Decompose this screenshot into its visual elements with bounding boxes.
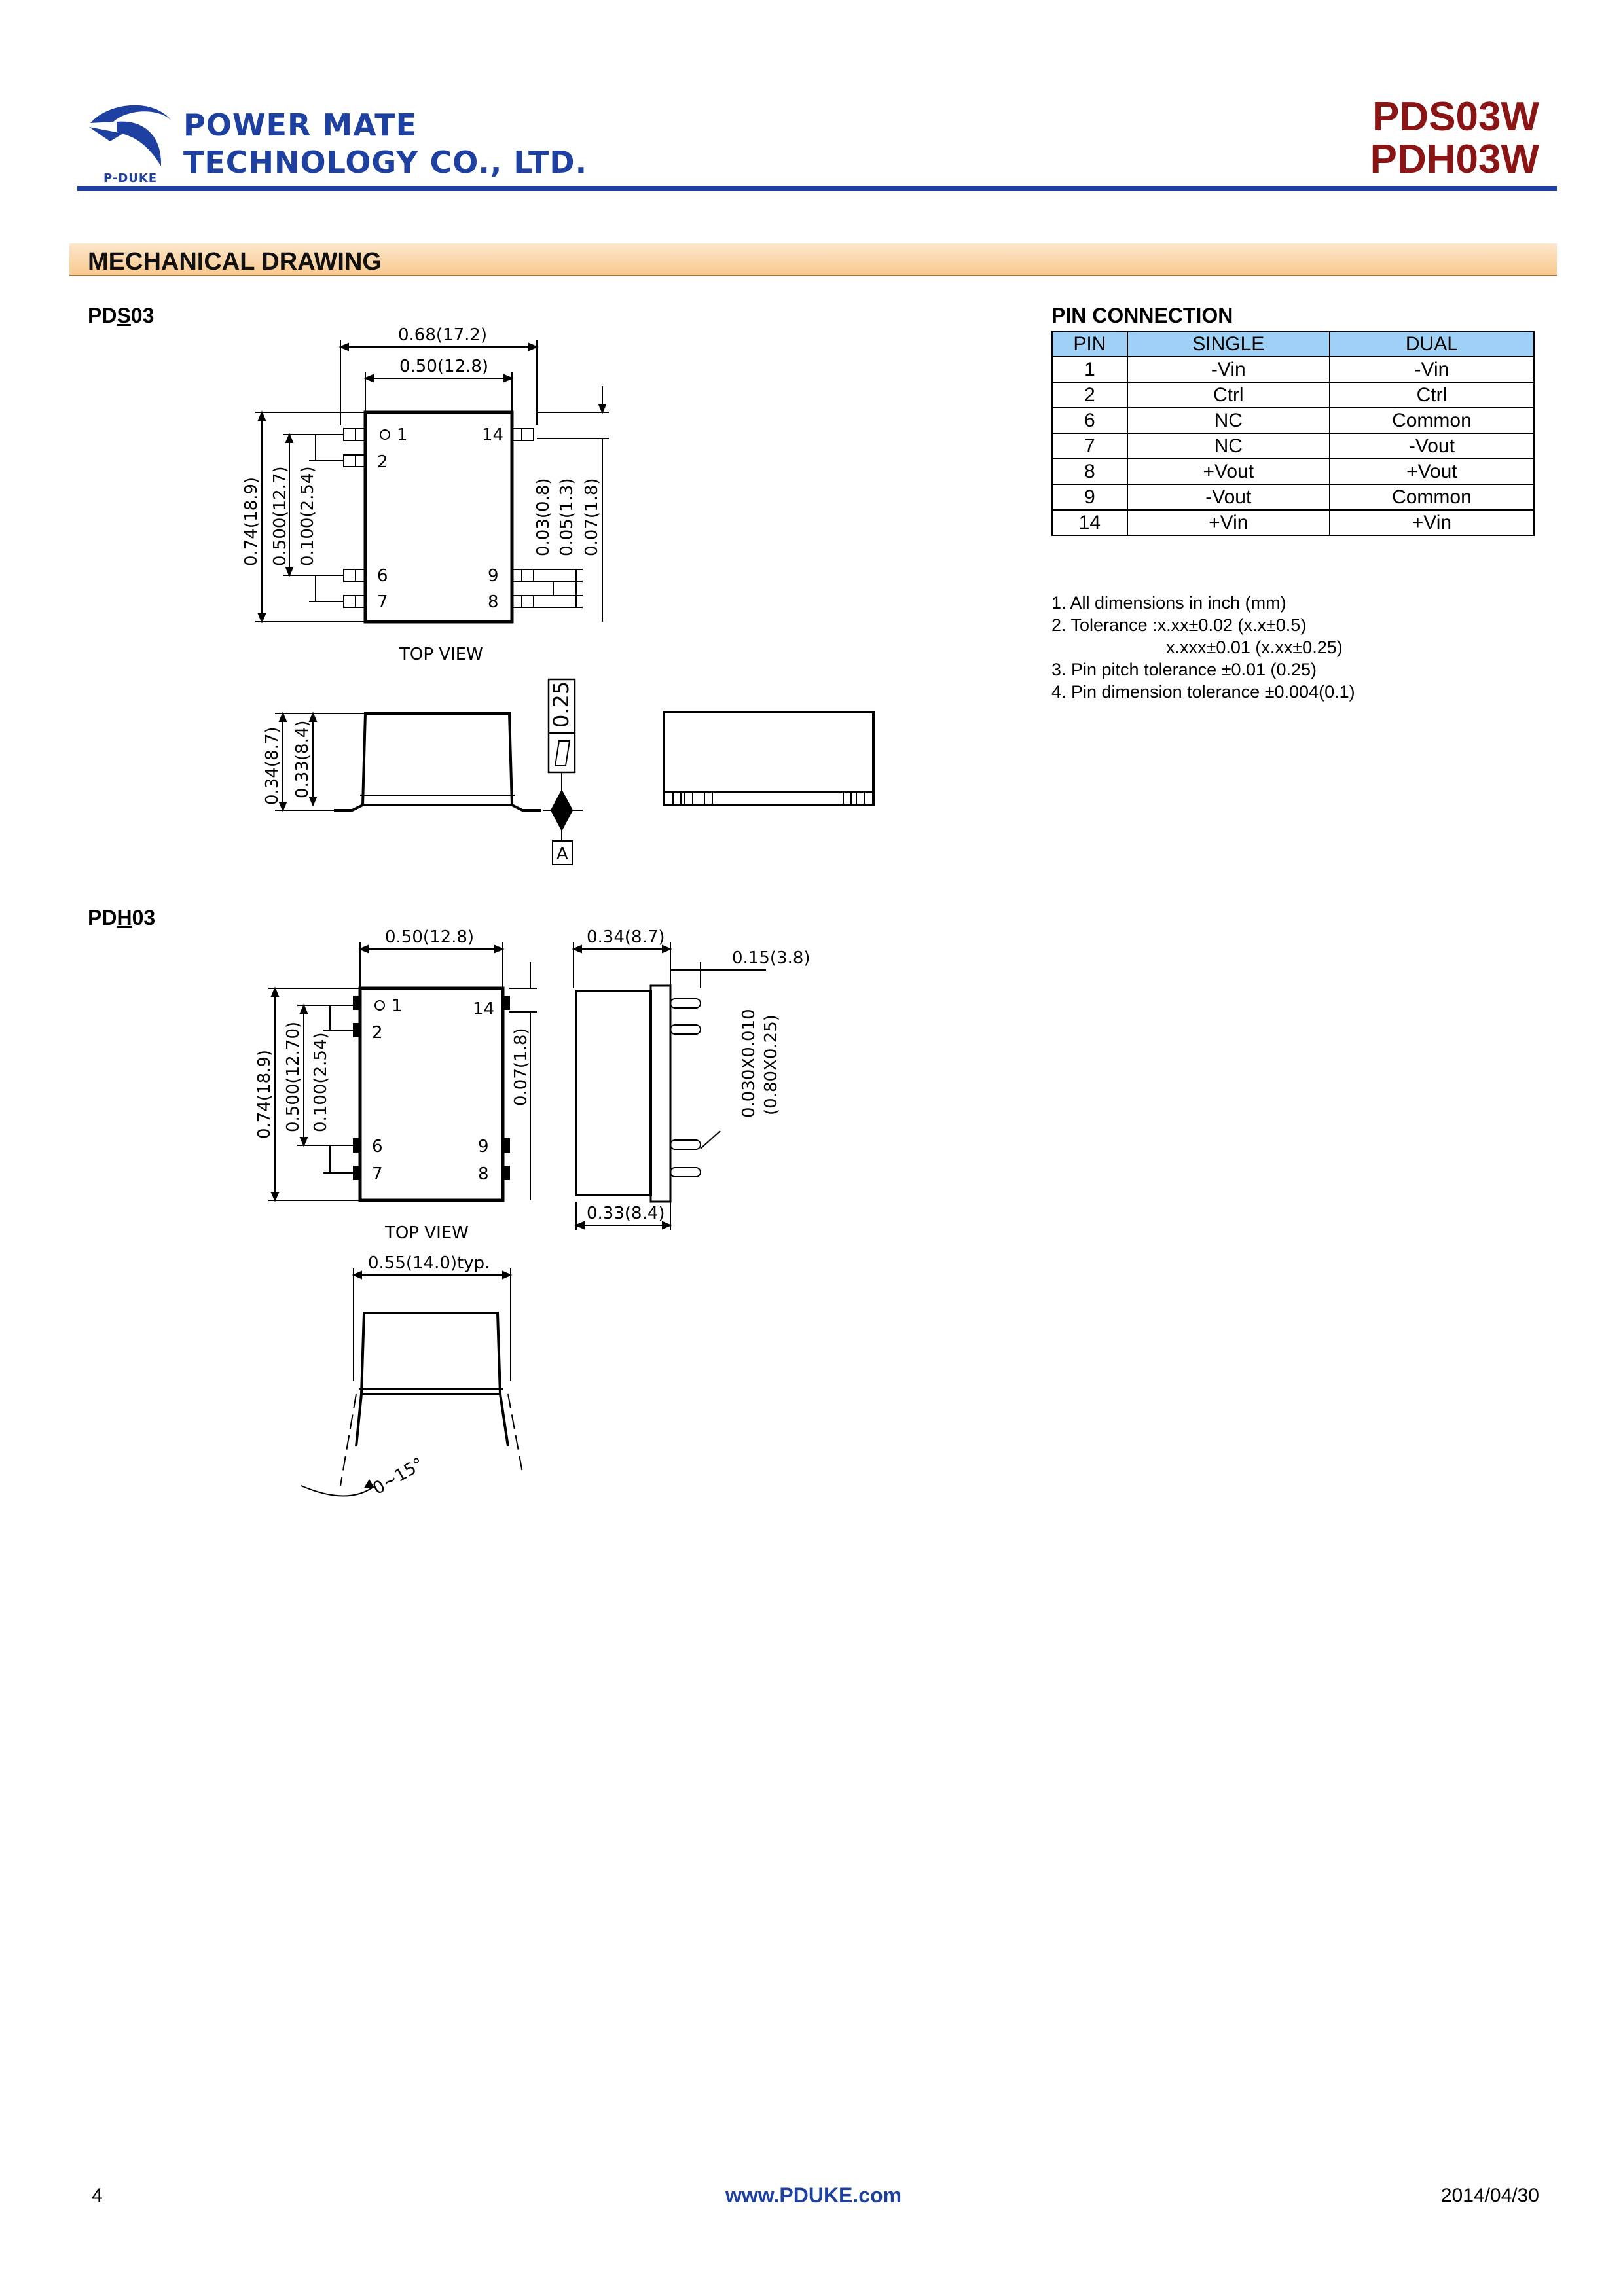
pin-table-header-single: SINGLE	[1127, 331, 1330, 357]
dual-cell: Common	[1330, 484, 1534, 510]
company-name-line2: TECHNOLOGY CO., LTD.	[183, 145, 588, 180]
pdh-pin-size-2: (0.80X0.25)	[761, 1014, 781, 1115]
notes-list	[1051, 592, 1355, 703]
pds-dim-height: 0.74(18.9)	[242, 476, 261, 566]
pds-dim-pitch-500: 0.500(12.7)	[270, 466, 290, 566]
single-cell: +Vin	[1127, 510, 1330, 535]
pdh-dim-side-033: 0.33(8.4)	[587, 1204, 665, 1223]
pds-pin-label-9: 9	[488, 566, 499, 586]
pds-dim-pitch-100: 0.100(2.54)	[298, 466, 318, 566]
single-cell: NC	[1127, 433, 1330, 459]
table-row	[1052, 408, 1534, 433]
note-item: 4. Pin dimension tolerance ±0.004(0.1)	[1051, 682, 1355, 702]
pdh-dim-side-034: 0.34(8.7)	[587, 927, 665, 947]
pds-dim-side-033: 0.33(8.4)	[293, 720, 312, 798]
pdh-dim-pitch-500: 0.500(12.70)	[283, 1021, 303, 1132]
dual-cell: -Vin	[1330, 357, 1534, 382]
pds-dim-side-034: 0.34(8.7)	[263, 726, 282, 805]
pin-cell: 7	[1052, 433, 1127, 459]
website-link[interactable]: www.PDUKE.com	[725, 2183, 902, 2207]
table-row	[1052, 459, 1534, 484]
pdh-pin-label-14: 14	[473, 999, 495, 1019]
dual-cell: Common	[1330, 408, 1534, 433]
pdh-label-prefix: PD	[88, 906, 117, 929]
pdh-top-view-label: TOP VIEW	[385, 1223, 469, 1243]
pdh-dim-007: 0.07(1.8)	[511, 1028, 531, 1106]
pdh-angle-label: 0~15°	[369, 1454, 428, 1499]
company-logo-icon	[84, 96, 182, 181]
pin-cell: 8	[1052, 459, 1127, 484]
pds-pin-label-7: 7	[377, 592, 388, 612]
pds-dim-007: 0.07(1.8)	[582, 478, 602, 556]
model-number-pds: PDS03W	[1372, 94, 1539, 139]
pdh-dim-pin-015: 0.15(3.8)	[732, 948, 811, 968]
pdh-dim-height: 0.74(18.9)	[255, 1049, 274, 1139]
pdh-label-suffix: 03	[132, 906, 156, 929]
pin-connection-title: PIN CONNECTION	[1051, 304, 1233, 327]
pin-cell: 6	[1052, 408, 1127, 433]
pds-dim-width-outer: 0.68(17.2)	[398, 325, 488, 345]
dual-cell: +Vout	[1330, 459, 1534, 484]
pds-dim-width-inner: 0.50(12.8)	[399, 357, 489, 376]
pin-table-header-row	[1052, 331, 1534, 357]
pds-side-body	[363, 713, 512, 805]
pdh-dim-width-typ: 0.55(14.0)typ.	[368, 1253, 490, 1273]
pdh-dim-width: 0.50(12.8)	[385, 927, 475, 947]
pds-label-suffix: 03	[130, 304, 155, 327]
pds03-drawing	[236, 321, 897, 884]
page-number: 4	[92, 2185, 103, 2206]
pin-table-header-pin: PIN	[1052, 331, 1127, 357]
table-row	[1052, 484, 1534, 510]
pin-cell: 1	[1052, 357, 1127, 382]
pds-pin-label-6: 6	[377, 566, 388, 586]
pdh-pin-label-9: 9	[478, 1137, 489, 1157]
pdh03-drawing	[249, 923, 838, 1525]
pdh-dim-pitch-100: 0.100(2.54)	[311, 1032, 331, 1132]
pdh03-label	[88, 906, 155, 930]
table-row	[1052, 433, 1534, 459]
pdh-pin-label-1: 1	[392, 996, 403, 1016]
note-item: 3. Pin pitch tolerance ±0.01 (0.25)	[1051, 660, 1317, 679]
section-title: MECHANICAL DRAWING	[88, 248, 382, 276]
pds-pin-label-8: 8	[488, 592, 499, 612]
pds-end-body	[664, 712, 873, 805]
note-item: 2. Tolerance :x.xx±0.02 (x.x±0.5)	[1051, 615, 1307, 635]
single-cell: NC	[1127, 408, 1330, 433]
single-cell: -Vout	[1127, 484, 1330, 510]
pds-label-mark: S	[117, 304, 131, 327]
pin-connection-table	[1051, 331, 1535, 536]
company-name-line1: POWER MATE	[183, 107, 418, 143]
single-cell: +Vout	[1127, 459, 1330, 484]
pdh-pin-label-6: 6	[372, 1137, 383, 1157]
pds-dim-005: 0.05(1.3)	[557, 478, 577, 556]
footer-date: 2014/04/30	[1440, 2185, 1539, 2206]
dual-cell: -Vout	[1330, 433, 1534, 459]
pdh-pin-size-1: 0.030X0.010	[739, 1009, 759, 1118]
pds-flatness-value: 0.25	[549, 681, 574, 728]
pdh-pin-label-7: 7	[372, 1164, 383, 1184]
pds-pin-label-2: 2	[377, 452, 388, 472]
pdh-end-body	[361, 1313, 500, 1394]
pds-label-prefix: PD	[88, 304, 117, 327]
pdh-pin-label-8: 8	[478, 1164, 489, 1184]
pds-pin-label-14: 14	[482, 425, 504, 445]
pds-top-view-label: TOP VIEW	[399, 645, 483, 664]
table-row	[1052, 510, 1534, 535]
pdh-side-body	[576, 991, 651, 1195]
header-rule	[77, 186, 1557, 191]
model-number-pdh: PDH03W	[1370, 137, 1539, 182]
pin-cell: 14	[1052, 510, 1127, 535]
note-item: 1. All dimensions in inch (mm)	[1051, 593, 1286, 613]
section-header	[69, 243, 1557, 276]
pds-datum-label: A	[556, 844, 568, 864]
single-cell: -Vin	[1127, 357, 1330, 382]
pin-table-header-dual: DUAL	[1330, 331, 1534, 357]
pin-cell: 9	[1052, 484, 1127, 510]
dual-cell: +Vin	[1330, 510, 1534, 535]
table-row	[1052, 357, 1534, 382]
pds-dim-003: 0.03(0.8)	[534, 478, 553, 556]
pdh-label-mark: H	[117, 906, 132, 929]
dual-cell: Ctrl	[1330, 382, 1534, 408]
table-row	[1052, 382, 1534, 408]
pds03-label	[88, 304, 154, 328]
note-item: x.xxx±0.01 (x.xx±0.25)	[1166, 637, 1343, 657]
pdh-pin-label-2: 2	[372, 1023, 383, 1043]
pin-cell: 2	[1052, 382, 1127, 408]
single-cell: Ctrl	[1127, 382, 1330, 408]
brand-tag: P-DUKE	[103, 171, 158, 185]
pds-pin-label-1: 1	[397, 425, 408, 445]
